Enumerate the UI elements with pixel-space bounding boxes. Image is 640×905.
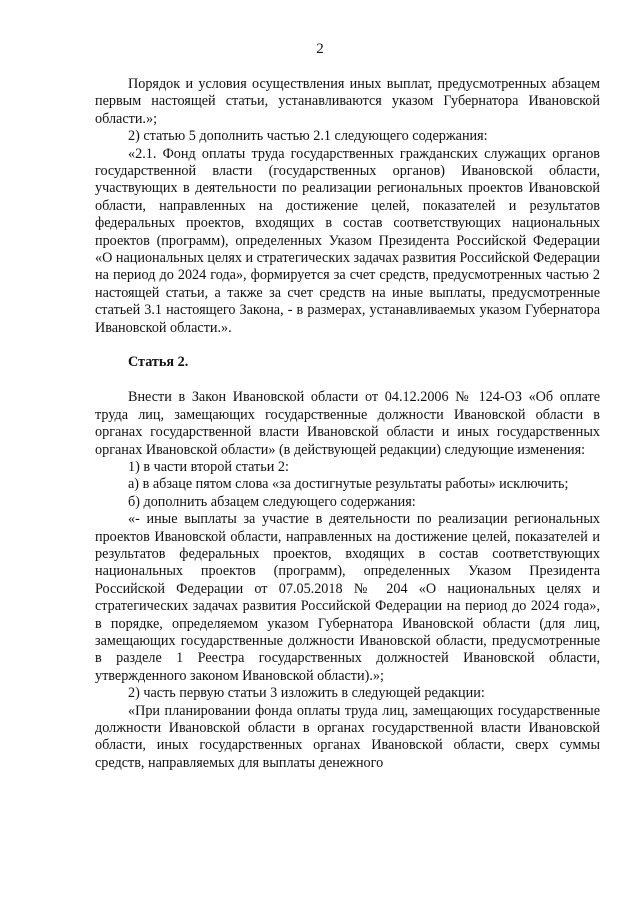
paragraph-item-2: 2) часть первую статьи 3 изложить в следующей редакции: (128, 685, 485, 702)
paragraph-item-1a: а) в абзаце пятом слова «за достигнутые результаты работы» исключить; (128, 476, 569, 493)
paragraph-payroll-planning: «При планировании фонда оплаты труда лиц, замещающих государственные должности Ивановской области в органах государственной власти Ивановской области, иных государственных органах Ивановской области, сверх суммы средств, направляемых для выплаты денежного (95, 702, 600, 771)
paragraph-other-payments-order: Порядок и условия осуществления иных выплат, предусмотренных абзацем первым настоящей статьи, устанавливаются указом Губернатора Ивановской области.»; (95, 76, 600, 127)
paragraph-item-1: 1) в части второй статьи 2: (128, 458, 289, 475)
article-2-heading: Статья 2. (128, 354, 189, 371)
document-body (95, 76, 600, 772)
paragraph-part-2-1: «2.1. Фонд оплаты труда государственных гражданских служащих органов государственной власти (государственных органов) Ивановской области, участвующих в деятельности по реализации региональных проектов Ивановской области, направленных на достижение целей, показателей и результатов федеральных проектов, входящих в состав соответствующих национальных проектов (программ), определенных Указом Президента Российской Федерации «О национальных целях и стратегических задачах развития Российской Федерации на период до 2024 года», формируется за счет средств, предусмотренных частью 2 настоящей статьи, а также за счет средств на иные выплаты, предусмотренные статьей 3.1 настоящего Закона, - в размерах, устанавливаемых указом Губернатора Ивановской области.». (95, 145, 601, 336)
page-number: 2 (316, 41, 324, 57)
paragraph-amend-law-124-oz: Внести в Закон Ивановской области от 04.12.2006 № 124-ОЗ «Об оплате труда лиц, замещающих государственные должности Ивановской области в органах государственной власти Ивановской области и иных государственных органах Ивановской области» (в действующей редакции) следующие изменения: (95, 389, 600, 458)
paragraph-other-payments-quote: «- иные выплаты за участие в деятельности по реализации региональных проектов Ивановской области, направленных на достижение целей, показателей и результатов федеральных проектов, входящих в состав соответствующих национальных проектов (программ), определенных Указом Президента Российской Федерации от 07.05.2018 № 204 «О национальных целях и стратегических задачах развития Российской Федерации на период до 2024 года», в порядке, определяемом указом Губернатора Ивановской области (для лиц, замещающих государственные должности Ивановской области, предусмотренные в разделе 1 Реестра государственных должностей Ивановской области, утвержденного законом Ивановской области).»; (95, 511, 600, 684)
paragraph-amend-article-5: 2) статью 5 дополнить частью 2.1 следующего содержания: (128, 128, 488, 145)
paragraph-item-1b: б) дополнить абзацем следующего содержания: (128, 493, 416, 510)
